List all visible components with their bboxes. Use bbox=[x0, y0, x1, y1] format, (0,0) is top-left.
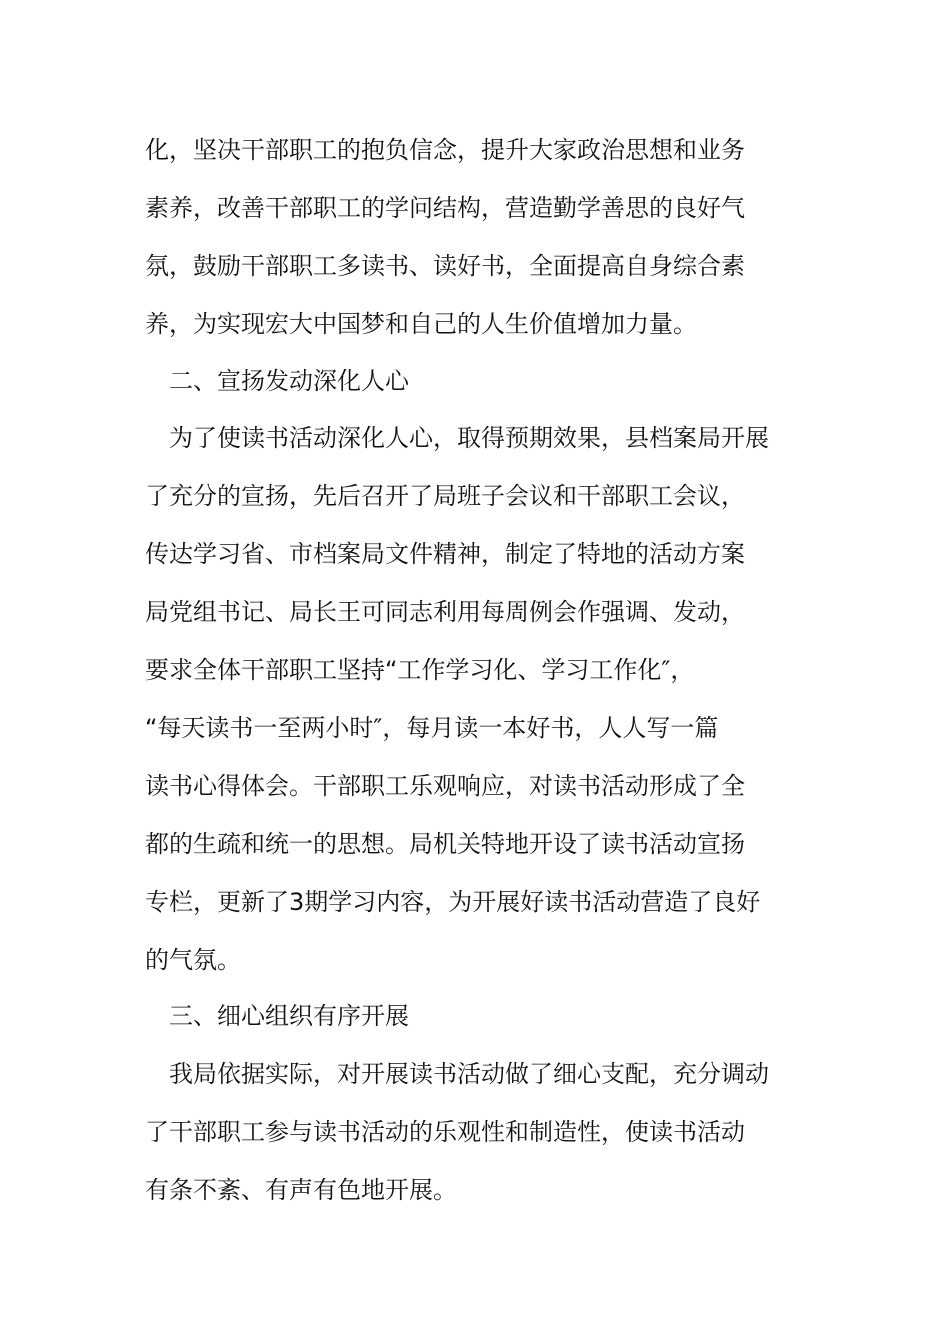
paragraph-line: 为了使读书活动深化人心，取得预期效果，县档案局开展 bbox=[169, 424, 769, 452]
section-heading: 三、细心组织有序开展 bbox=[169, 1002, 409, 1030]
paragraph-line: 氛，鼓励干部职工多读书、读好书，全面提高自身综合素 bbox=[145, 252, 745, 280]
paragraph-line: 都的生疏和统一的思想。局机关特地开设了读书活动宣扬 bbox=[145, 830, 745, 858]
paragraph-line: 局党组书记、局长王可同志利用每周例会作强调、发动， bbox=[145, 598, 745, 626]
paragraph-line: 化，坚决干部职工的抱负信念，提升大家政治思想和业务 bbox=[145, 136, 745, 164]
paragraph-line: 读书心得体会。干部职工乐观响应，对读书活动形成了全 bbox=[145, 772, 745, 800]
paragraph-line: 了充分的宣扬，先后召开了局班子会议和干部职工会议， bbox=[145, 482, 745, 510]
paragraph-line: 专栏，更新了3期学习内容，为开展好读书活动营造了良好 bbox=[145, 888, 761, 916]
paragraph-line: 了干部职工参与读书活动的乐观性和制造性，使读书活动 bbox=[145, 1118, 745, 1146]
paragraph-line: 养，为实现宏大中国梦和自己的人生价值增加力量。 bbox=[145, 310, 697, 338]
section-heading: 二、宣扬发动深化人心 bbox=[169, 367, 409, 395]
paragraph-line: 的气氛。 bbox=[145, 946, 241, 974]
paragraph-line: “每天读书一至两小时″，每月读一本好书，人人写一篇 bbox=[145, 714, 719, 742]
paragraph-line: 传达学习省、市档案局文件精神，制定了特地的活动方案 bbox=[145, 540, 745, 568]
paragraph-line: 素养，改善干部职工的学问结构，营造勤学善思的良好气 bbox=[145, 194, 745, 222]
paragraph-line: 要求全体干部职工坚持“工作学习化、学习工作化″， bbox=[145, 656, 695, 684]
paragraph-line: 有条不紊、有声有色地开展。 bbox=[145, 1176, 457, 1204]
paragraph-line: 我局依据实际，对开展读书活动做了细心支配，充分调动 bbox=[169, 1060, 769, 1088]
